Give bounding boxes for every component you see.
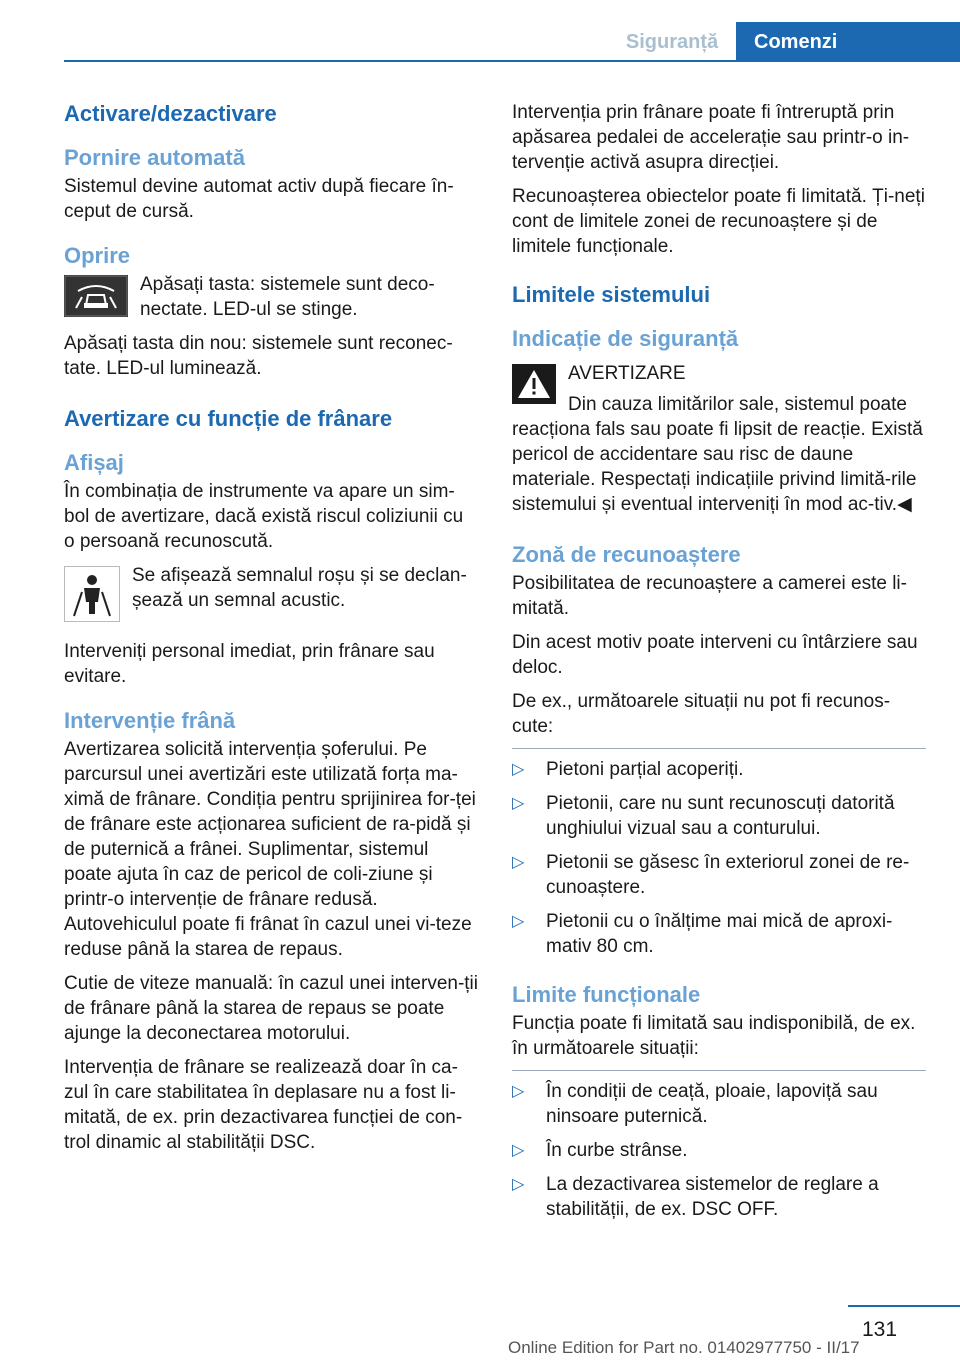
left-column — [64, 100, 478, 1164]
text-pornire: Sistemul devine automat activ după fiecare în-ceput de cursă. — [64, 176, 454, 222]
list-divider — [512, 748, 926, 749]
list-item: ▷ În condiții de ceață, ploaie, lapoviță sau ninsoare puternică. — [512, 1081, 878, 1127]
triangle-bullet-icon: ▷ — [512, 1083, 525, 1100]
func-list — [512, 1079, 926, 1222]
triangle-bullet-icon: ▷ — [512, 1142, 525, 1159]
list-item: ▷ În curbe strânse. — [512, 1140, 688, 1161]
warning-text: reacționa fals sau poate fi lipsit de reacție. Există pericol de accidentare sau risc de daune materiale. Respectați indicațiile privind limită-rile sistemului și eventual interveniți în mod ac-tiv.◀ — [512, 419, 923, 515]
list-item: ▷ Pietoni parțial acoperiți. — [512, 759, 744, 780]
tab-comenzi[interactable]: Comenzi — [736, 22, 960, 62]
afisaj-icon-row — [64, 563, 478, 627]
heading-indicatie: Indicație de siguranță — [512, 326, 739, 351]
oprire-icon-row — [64, 272, 478, 322]
heading-activare: Activare/dezactivare — [64, 101, 277, 126]
text-interventie2: Cutie de viteze manuală: în cazul unei interven-ții de frânare până la starea de repaus se poate ajunge la deconectarea motorului. — [64, 973, 479, 1044]
list-item: ▷ Pietonii cu o înălțime mai mică de aproxi-mativ 80 cm. — [512, 911, 893, 957]
triangle-bullet-icon: ▷ — [512, 1176, 525, 1193]
footer-divider — [848, 1305, 960, 1307]
text-func: Funcția poate fi limitată sau indisponibilă, de ex. în următoarele situații: — [512, 1013, 916, 1059]
list-item: ▷ Pietonii, care nu sunt recunoscuți datorită unghiului vizual sau a conturului. — [512, 793, 895, 839]
heading-zona: Zonă de recunoaștere — [512, 542, 741, 567]
list-item: ▷ La dezactivarea sistemelor de reglare a stabilității, de ex. DSC OFF. — [512, 1174, 879, 1220]
text-interventie1: Avertizarea solicită intervenția șoferului. Pe parcursul unei avertizări este utilizată forța ma-ximă de frânare. Condiția pentru sprijinirea for-ței de frânare este acționarea suficient de ra-pidă și de puternică a frânei. Suplimentar, sistemul poate ajuta în caz de pericol de coli-ziune și printr-o intervenție de frânare redusă. Autovehiculul poate fi frânat în cazul unei vi-teze reduse până la starea de repaus. — [64, 739, 476, 960]
tab-siguranta[interactable]: Siguranță — [625, 31, 719, 53]
heading-limitele: Limitele sistemului — [512, 282, 711, 307]
heading-oprire: Oprire — [64, 243, 131, 268]
heading-avertizare: Avertizare cu funcție de frânare — [64, 406, 393, 431]
text-afisaj-icon: Se afișează semnalul roșu și se declan-șează un semnal acustic. — [132, 565, 467, 611]
zona-list — [512, 757, 926, 959]
text-recunoasterea: Recunoașterea obiectelor poate fi limitată. Ți-neți cont de limitele zonei de recunoaștere și de limitele funcționale. — [512, 186, 925, 257]
text-interveniti: Interveniți personal imediat, prin frânare sau evitare. — [64, 641, 435, 687]
heading-pornire: Pornire automată — [64, 145, 245, 170]
edition-footer: Online Edition for Part no. 01402977750 - II/17 — [508, 1338, 860, 1357]
triangle-bullet-icon: ▷ — [512, 795, 525, 812]
list-item: ▷ Pietonii se găsesc în exteriorul zonei de re-cunoaștere. — [512, 852, 910, 898]
text-oprire-icon: Apăsați tasta: sistemele sunt deco-nectate. LED-ul se stinge. — [140, 274, 435, 320]
text-zona1: Posibilitatea de recunoaștere a camerei este li-mitată. — [512, 573, 907, 619]
page-header — [0, 0, 960, 62]
header-divider — [64, 60, 960, 62]
text-interventie3: Intervenția de frânare se realizează doar în ca-zul în care stabilitatea în deplasare nu a fost li-mitată, de ex. prin dezactivarea funcției de con-trol dinamic al stabilității DSC. — [64, 1057, 463, 1153]
pedestrian-symbol-icon — [64, 566, 120, 627]
text-oprire2: Apăsați tasta din nou: sistemele sunt reconec-tate. LED-ul luminează. — [64, 333, 453, 379]
text-afisaj: În combinația de instrumente va apare un sim-bol de avertizare, dacă există riscul coliziunii cu o persoană recunoscută. — [64, 481, 464, 552]
pedestrian-warning-button-icon — [64, 275, 128, 322]
text-zona2: Din acest motiv poate interveni cu întârziere sau deloc. — [512, 632, 918, 678]
triangle-bullet-icon: ▷ — [512, 761, 525, 778]
text-intrerupta: Intervenția prin frânare poate fi întreruptă prin apăsarea pedalei de accelerație sau printr-o in-tervenție activă asupra direcției. — [512, 102, 910, 173]
warning-block — [512, 361, 926, 417]
triangle-bullet-icon: ▷ — [512, 913, 525, 930]
warning-text-inline: Din cauza limitărilor sale, sistemul poate — [568, 394, 907, 415]
text-zona3: De ex., următoarele situații nu pot fi recunos-cute: — [512, 691, 891, 737]
list-divider — [512, 1070, 926, 1071]
warning-title: AVERTIZARE — [568, 363, 686, 384]
heading-afisaj: Afișaj — [64, 450, 124, 475]
triangle-bullet-icon: ▷ — [512, 854, 525, 871]
heading-interventie: Intervenție frână — [64, 708, 236, 733]
warning-triangle-icon — [512, 364, 556, 409]
heading-limite-func: Limite funcționale — [512, 982, 701, 1007]
right-column — [512, 100, 926, 1231]
page-number: 131 — [862, 1318, 898, 1341]
